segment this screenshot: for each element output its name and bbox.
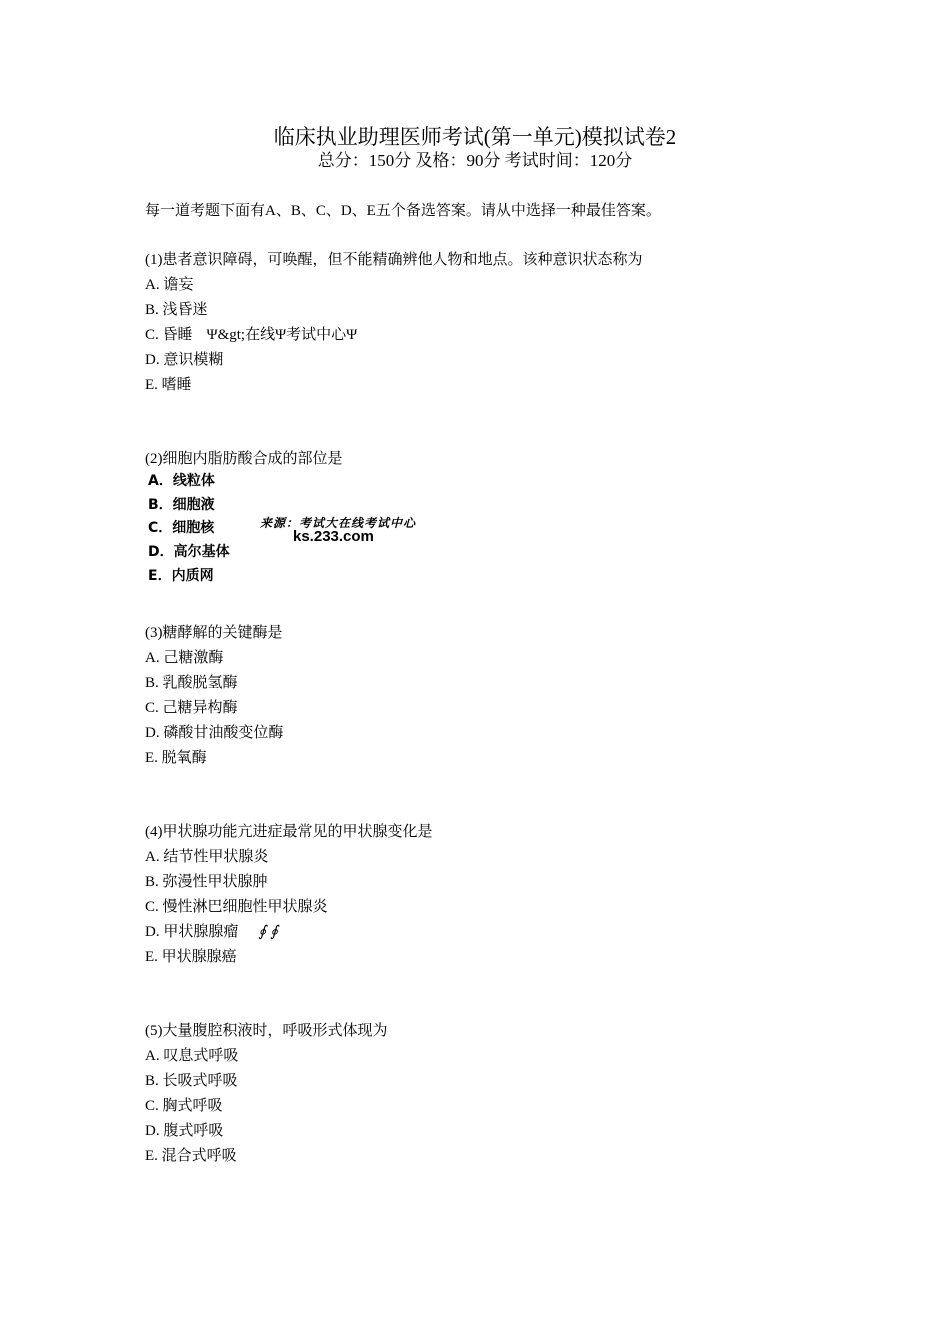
option-d bbox=[145, 920, 845, 945]
option-c: C. 己糖异构酶 bbox=[145, 700, 238, 716]
option-e: E. 混合式呼吸 bbox=[145, 1148, 237, 1164]
option-a: A．线粒体 bbox=[148, 473, 215, 489]
question-2-options-image bbox=[145, 470, 455, 590]
option-b: B．细胞液 bbox=[148, 497, 215, 513]
source-stamp: 来源：考试大在线考试中心 bbox=[260, 516, 417, 530]
option-c-text: C. 昏睡 bbox=[145, 327, 193, 343]
option-b: B. 浅昏迷 bbox=[145, 302, 208, 318]
option-a: A. 结节性甲状腺炎 bbox=[145, 849, 269, 865]
option-a: A. 叹息式呼吸 bbox=[145, 1048, 239, 1064]
option-d-text: D. 甲状腺腺瘤 bbox=[145, 924, 239, 940]
option-c bbox=[145, 323, 845, 348]
watermark-text: Ψ&gt;在线Ψ考试中心Ψ bbox=[206, 327, 358, 343]
option-c: C．细胞核 bbox=[148, 520, 215, 536]
option-e: E. 嗜睡 bbox=[145, 377, 192, 393]
option-a: A. 己糖激酶 bbox=[145, 650, 224, 666]
option-d: D. 意识模糊 bbox=[145, 352, 224, 368]
question-2 bbox=[145, 447, 845, 472]
question-4 bbox=[145, 820, 845, 970]
page-title: 临床执业助理医师考试(第一单元)模拟试卷2 bbox=[273, 125, 677, 149]
source-url: ks.233.com bbox=[293, 528, 374, 545]
exam-meta: 总分：150分 及格：90分 考试时间：120分 bbox=[317, 151, 633, 170]
option-b: B. 乳酸脱氢酶 bbox=[145, 675, 238, 691]
option-e: E．内质网 bbox=[148, 568, 214, 584]
option-b: B. 长吸式呼吸 bbox=[145, 1073, 238, 1089]
option-d: D. 磷酸甘油酸变位酶 bbox=[145, 725, 284, 741]
question-1 bbox=[145, 248, 845, 398]
question-stem: (5)大量腹腔积液时，呼吸形式体现为 bbox=[145, 1023, 388, 1039]
option-e: E. 甲状腺腺癌 bbox=[145, 949, 237, 965]
option-b: B. 弥漫性甲状腺肿 bbox=[145, 874, 268, 890]
question-5 bbox=[145, 1019, 845, 1169]
question-stem: (3)糖酵解的关键酶是 bbox=[145, 625, 283, 641]
option-a: A. 谵妄 bbox=[145, 277, 194, 293]
option-d: D. 腹式呼吸 bbox=[145, 1123, 224, 1139]
stray-symbols: ∮∮ bbox=[258, 924, 282, 940]
option-c: C. 胸式呼吸 bbox=[145, 1098, 223, 1114]
question-3 bbox=[145, 621, 845, 771]
instructions: 每一道考题下面有A、B、C、D、E五个备选答案。请从中选择一种最佳答案。 bbox=[145, 203, 661, 219]
question-stem: (4)甲状腺功能亢进症最常见的甲状腺变化是 bbox=[145, 824, 433, 840]
question-stem: (2)细胞内脂肪酸合成的部位是 bbox=[145, 451, 343, 467]
option-d: D．高尔基体 bbox=[148, 544, 230, 560]
option-e: E. 脱氧酶 bbox=[145, 750, 207, 766]
question-stem: (1)患者意识障碍，可唤醒，但不能精确辨他人物和地点。该种意识状态称为 bbox=[145, 252, 643, 268]
option-c: C. 慢性淋巴细胞性甲状腺炎 bbox=[145, 899, 328, 915]
